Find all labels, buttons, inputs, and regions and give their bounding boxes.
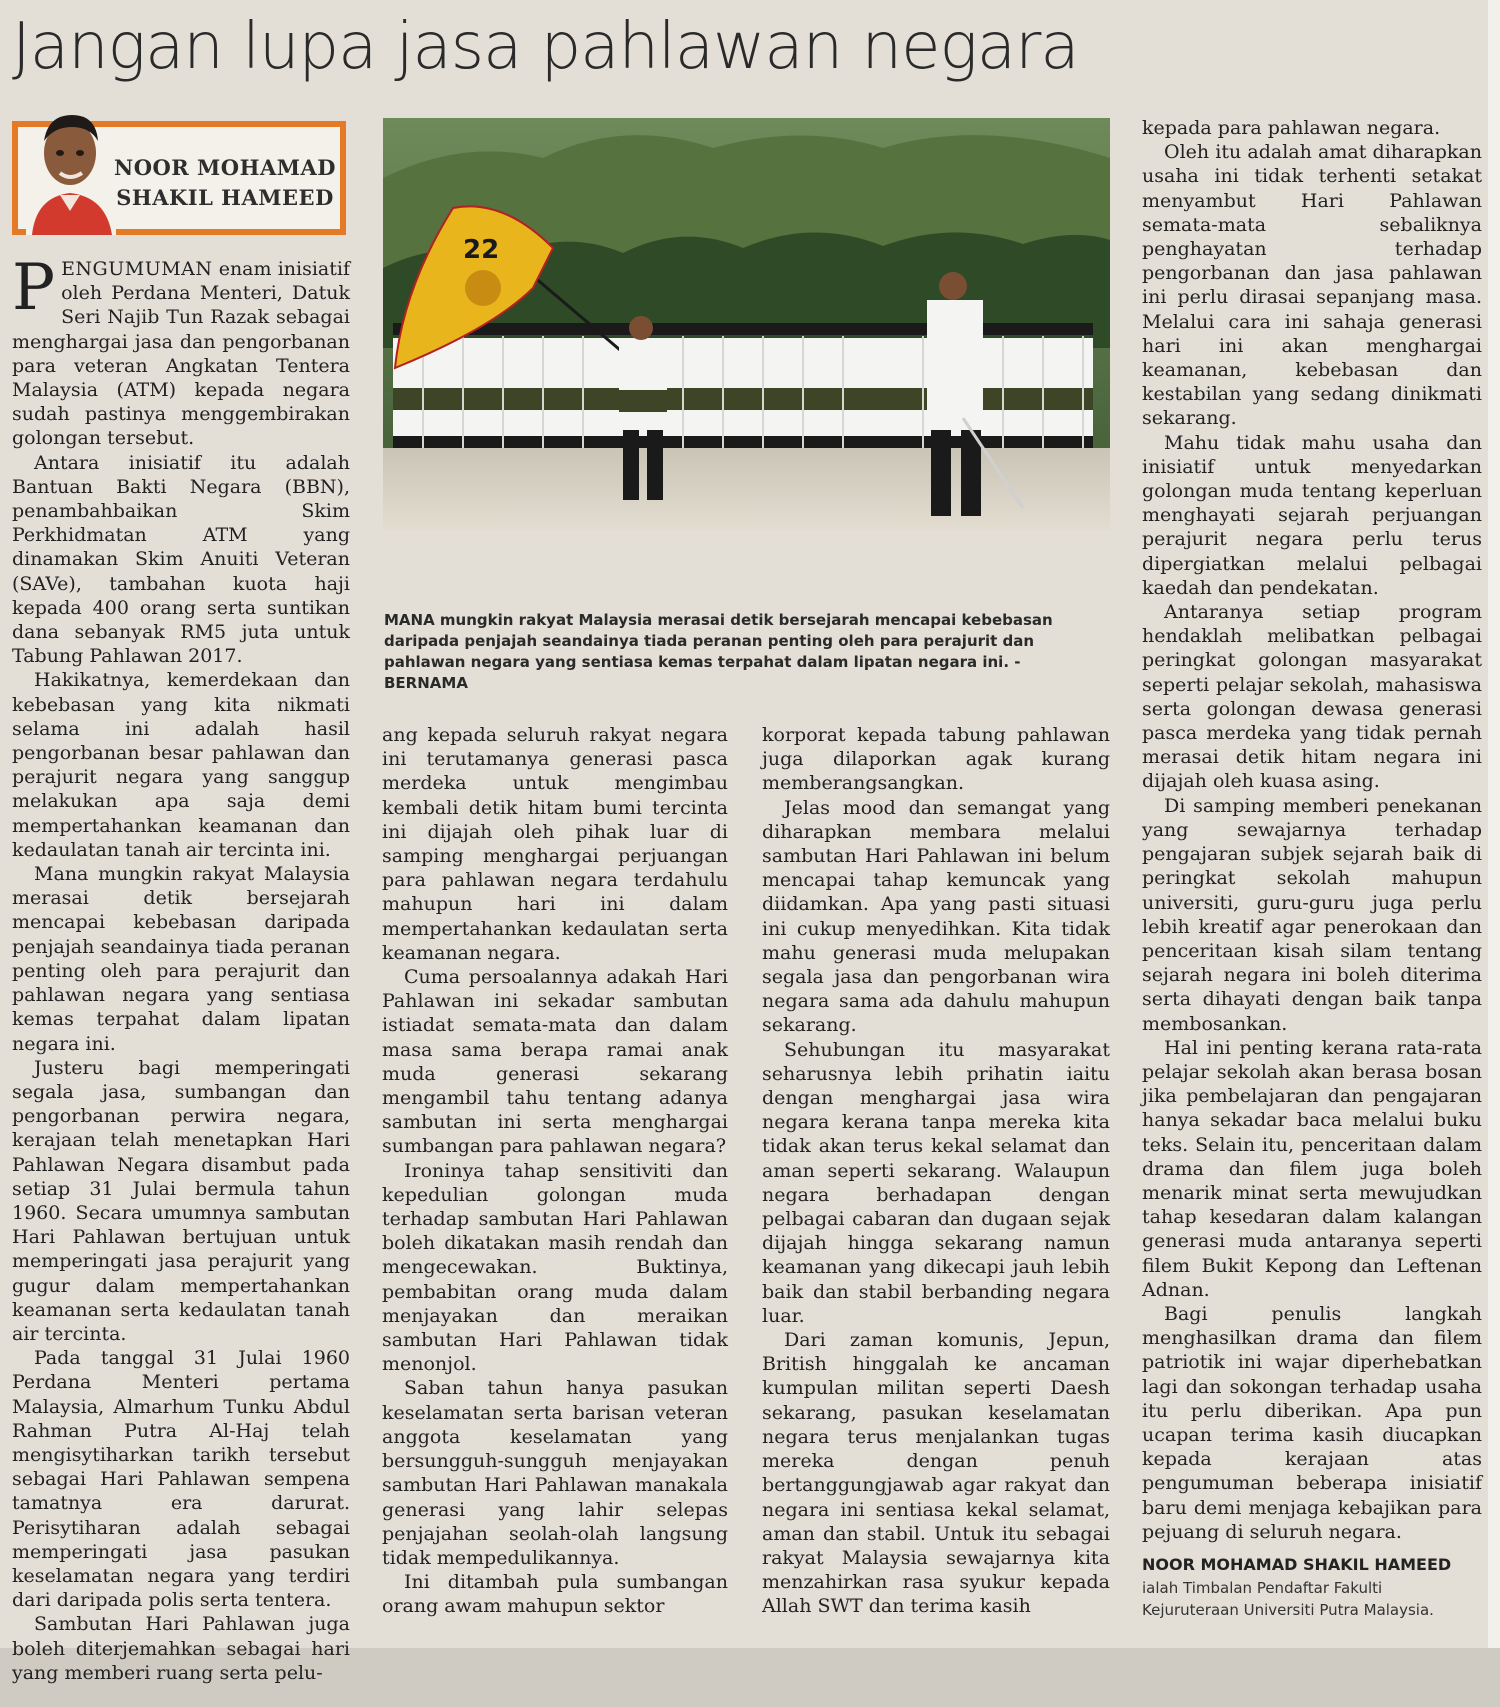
paragraph: Justeru bagi memperingati segala jasa, sumbangan dan pengorbanan perwira negara, kerajaan telah menetapkan Hari Pahlawan Negara disambut pada setiap 31 Julai bermula tahun 1960. Secara umumnya sambutan Hari Pahlawan bertujuan untuk memperingati jasa perajurit yang gugur dalam mempertahankan keamanan serta kedaulatan tanah air tercinta. [12, 1056, 350, 1345]
parade-photo-illustration [383, 118, 1110, 530]
paragraph: kepada para pahlawan negara. [1142, 117, 1441, 139]
paragraph: Sambutan Hari Pahlawan juga boleh diterjemahkan sebagai hari yang memberi ruang serta pelu- [12, 1613, 350, 1684]
article-headline: Jangan lupa jasa pahlawan negara [12, 10, 1079, 84]
drop-cap: P [12, 251, 56, 325]
paragraph: Antaranya setiap program hendaklah melibatkan pelbagai peringkat golongan masyarakat seperti pelajar sekolah, mahasiswa serta golongan dewasa generasi pasca merdeka yang tidak pernah merasai detik hitam negara ini dijajah oleh kuasa asing. [1142, 601, 1482, 793]
paragraph-1 [12, 251, 350, 451]
author-footer [1142, 1553, 1482, 1621]
paragraph: Pada tanggal 31 Julai 1960 Perdana Menteri pertama Malaysia, Almarhum Tunku Abdul Rahman Putra Al-Haj telah mengisytiharkan tarikh tersebut sebagai Hari Pahlawan sempena tamatnya era darurat. Perisytiharan adalah sebagai memperingati jasa pasukan keselamatan negara yang terdiri dari daripada polis serta tentera. [12, 1347, 350, 1612]
byline-box [12, 121, 346, 235]
caption-text: mungkin rakyat Malaysia merasai detik bersejarah mencapai kebebasan daripada penjajah seandainya tiada peranan penting oleh para perajurit dan pahlawan negara yang sentiasa kemas terpahat dalam lipatan negara ini. - BERNAMA [384, 611, 1053, 692]
paragraph: Mahu tidak mahu usaha dan inisiatif untuk menyedarkan golongan muda tentang keperluan menghayati sejarah perjuangan perajurit negara perlu terus dipergiatkan melalui pelbagai kaedah dan pendekatan. [1142, 431, 1482, 599]
paragraph: Mana mungkin rakyat Malaysia merasai detik bersejarah mencapai kebebasan daripada penjajah seandainya tiada peranan penting oleh para perajurit dan pahlawan negara yang sentiasa kemas terpahat dalam lipatan negara ini. [12, 863, 350, 1055]
caption-lead: MANA [384, 611, 435, 629]
article-column-4 [1142, 116, 1482, 1544]
flag-number: 22 [463, 235, 500, 265]
paragraph: Di samping memberi penekanan yang sewajarnya terhadap pengajaran subjek sejarah baik di peringkat sekolah mahupun universiti, guru-guru juga perlu lebih kreatif agar penerokaan dan penceritaan kisah silam tentang sejarah negara ini boleh diterima serta dihayati dengan baik tanpa membosankan. [1142, 794, 1482, 1035]
byline-line-2: SHAKIL HAMEED [116, 185, 334, 210]
author-footer-description: ialah Timbalan Pendaftar Fakulti Kejuruteraan Universiti Putra Malaysia. [1142, 1579, 1434, 1619]
article-column-1 [12, 251, 350, 1685]
paragraph: korporat kepada tabung pahlawan juga dilaporkan agak kurang memberangsangkan. [762, 724, 1110, 795]
lead-word: ENGUMUMAN [61, 258, 213, 280]
paragraph: Hal ini penting kerana rata-rata pelajar sekolah akan berasa bosan jika pembelajaran dan pengajaran hanya sekadar baca melalui buku teks. Selain itu, penceritaan dalam drama dan filem juga boleh menarik minat serta mewujudkan tahap kesedaran dalam kalangan generasi muda antaranya seperti filem Bukit Kepong dan Leftenan Adnan. [1142, 1036, 1482, 1301]
article-photo [383, 118, 1110, 530]
author-footer-name: NOOR MOHAMAD SHAKIL HAMEED [1142, 1555, 1452, 1574]
paragraph: ang kepada seluruh rakyat negara ini terutamanya generasi pasca merdeka untuk mengimbau kembali detik hitam bumi tercinta ini dijajah oleh pihak luar di samping menghargai perjuangan para pahlawan negara terdahulu mahupun hari ini dalam mempertahankan kedaulatan serta keamanan negara. [382, 724, 728, 964]
paragraph: Antara inisiatif itu adalah Bantuan Bakti Negara (BBN), penambahbaikan Skim Perkhidmatan ATM yang dinamakan Skim Anuiti Veteran (SAVe), tambahan kuota haji kepada 400 orang serta suntikan dana sebanyak RM5 juta untuk Tabung Pahlawan 2017. [12, 451, 350, 668]
paragraph: Jelas mood dan semangat yang diharapkan membara melalui sambutan Hari Pahlawan ini belum mencapai tahap kemuncak yang diidamkan. Apa yang pasti situasi ini cukup menyedihkan. Kita tidak mahu generasi muda melupakan segala jasa dan pengorbanan wira negara sama ada dahulu mahupun sekarang. [762, 796, 1110, 1037]
paragraph: Bagi penulis langkah menghasilkan drama dan filem patriotik ini wajar diperhebatkan lagi dan sokongan terhadap usaha itu perlu diberikan. Apa pun ucapan terima kasih diucapkan kepada kerajaan atas pengumuman beberapa inisiatif baru demi menjaga kebajikan para pejuang di seluruh negara. [1142, 1302, 1482, 1543]
photo-caption [384, 610, 1104, 694]
paragraph: Sehubungan itu masyarakat seharusnya lebih prihatin iaitu dengan menghargai jasa wira negara kerana tanpa mereka kita tidak akan terus kekal selamat dan aman seperti sekarang. Walaupun negara berhadapan dengan pelbagai cabaran dan dugaan sejak dijajah hingga sekarang namun keamanan yang dikecapi jauh lebih baik dan stabil berbanding negara luar. [762, 1038, 1110, 1327]
paragraph-1-text: enam inisiatif oleh Perdana Menteri, Datuk Seri Najib Tun Razak sebagai menghargai jasa dan pengorbanan para veteran Angkatan Tentera Malaysia (ATM) kepada negara sudah pastinya menggembirakan golongan tersebut. [12, 258, 350, 450]
paragraph: Cuma persoalannya adakah Hari Pahlawan ini sekadar sambutan istiadat semata-mata dan dalam masa sama berapa ramai anak muda generasi sekarang mengambil tahu tentang adanya sambutan ini serta menghargai sumbangan para pahlawan negara? [382, 966, 728, 1158]
paragraph: Saban tahun hanya pasukan keselamatan serta barisan veteran anggota keselamatan yang bersungguh-sungguh menjayakan sambutan Hari Pahlawan manakala generasi yang lahir selepas penjajahan seolah-olah langsung tidak mempedulikannya. [382, 1377, 728, 1569]
article-column-3 [762, 723, 1110, 1619]
paragraph: Ironinya tahap sensitiviti dan kepedulian golongan muda terhadap sambutan Hari Pahlawan boleh dikatakan masih rendah dan mengecewakan. Buktinya, pembabitan orang muda dalam menjayakan dan meraikan sambutan Hari Pahlawan tidak menonjol. [382, 1159, 728, 1376]
byline-line-1: NOOR MOHAMAD [114, 155, 336, 180]
author-avatar [26, 101, 116, 235]
byline-author-name [112, 153, 338, 213]
page-edge [1488, 0, 1500, 1707]
article-column-2 [382, 723, 728, 1619]
paragraph: Dari zaman komunis, Jepun, British hinggalah ke ancaman kumpulan militan seperti Daesh sekarang, pasukan keselamatan negara terus menjalankan tugas mereka dengan penuh bertanggungjawab agar rakyat dan negara ini sentiasa kekal selamat, aman dan stabil. Untuk itu sebagai rakyat Malaysia sewajarnya kita menzahirkan rasa syukur kepada Allah SWT dan terima kasih [762, 1329, 1110, 1618]
paragraph: Ini ditambah pula sumbangan orang awam mahupun sektor [382, 1571, 728, 1618]
paragraph: Hakikatnya, kemerdekaan dan kebebasan yang kita nikmati selama ini adalah hasil pengorbanan besar pahlawan dan perajurit negara yang sanggup melakukan apa saja demi mempertahankan keamanan dan kedaulatan tanah air tercinta ini. [12, 669, 350, 861]
paragraph: Oleh itu adalah amat diharapkan usaha ini tidak terhenti setakat menyambut Hari Pahlawan semata-mata sebaliknya penghayatan terhadap pengorbanan dan jasa pahlawan ini perlu dirasai sepanjang masa. Melalui cara ini sahaja generasi hari ini akan menghargai keamanan, kebebasan dan kestabilan yang sedang dinikmati sekarang. [1142, 141, 1482, 430]
